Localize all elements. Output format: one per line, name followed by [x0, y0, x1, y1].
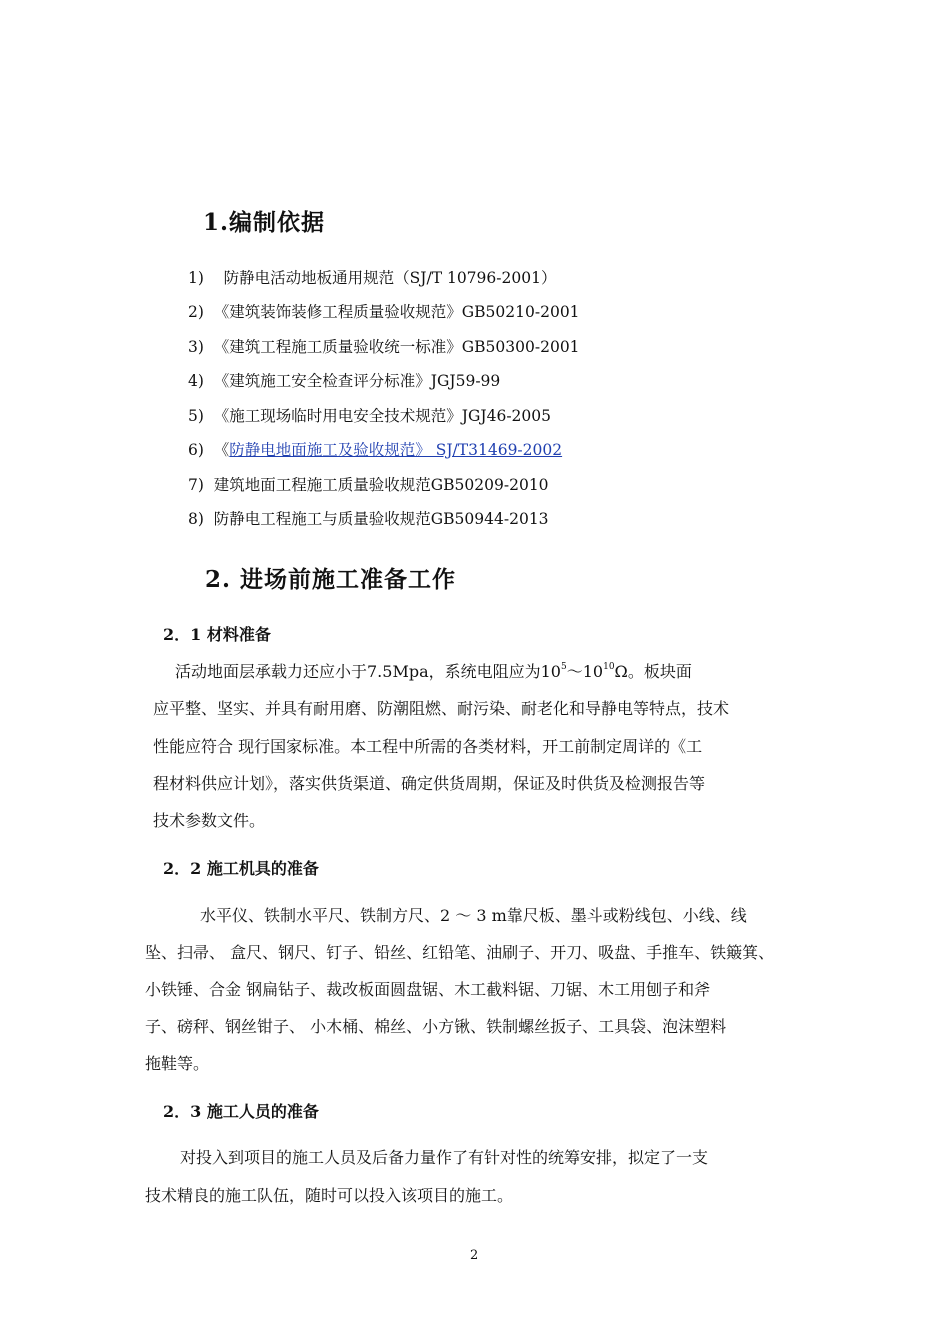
- paragraph-line: 对投入到项目的施工人员及后备力量作了有针对性的统筹安排，拟定了一支: [180, 1148, 709, 1167]
- list-item: [188, 335, 580, 357]
- list-item: [188, 369, 500, 391]
- list-text: 防静电工程施工与质量验收规范GB50944-2013: [213, 510, 549, 528]
- paragraph-line: 性能应符合 现行国家标准。本工程中所需的各类材料，开工前制定周详的《工: [153, 737, 703, 756]
- subsection-2-2-title: 2．2 施工机具的准备: [163, 859, 319, 878]
- list-number: 3): [188, 338, 204, 356]
- list-item: [188, 473, 549, 495]
- list-text: 建筑地面工程施工质量验收规范GB50209-2010: [213, 476, 549, 494]
- reference-link[interactable]: 防静电地面施工及验收规范》 SJ/T31469-2002: [229, 441, 563, 459]
- page-number: 2: [470, 1248, 479, 1263]
- section-2-title: 2. 进场前施工准备工作: [205, 566, 457, 593]
- paragraph-line: 水平仪、铁制水平尺、铁制方尺、2 ～ 3 m靠尺板、墨斗或粉线包、小线、线: [200, 906, 747, 925]
- list-text: 《建筑装饰装修工程质量验收规范》GB50210-2001: [213, 303, 580, 321]
- paragraph-line: 坠、扫帚、 盒尺、钢尺、钉子、铅丝、红铅笔、油刷子、开刀、吸盘、手推车、铁簸箕、: [145, 943, 775, 962]
- paragraph-line: 拖鞋等。: [145, 1054, 210, 1073]
- list-item: [188, 438, 562, 460]
- subsection-2-1-title: 2．1 材料准备: [163, 625, 271, 644]
- paragraph-line: 技术参数文件。: [153, 811, 266, 830]
- paragraph-line: 小铁锤、合金 钢扁钻子、裁改板面圆盘锯、木工截料锯、刀锯、木工用刨子和斧: [145, 980, 711, 999]
- paragraph-line: 技术精良的施工队伍，随时可以投入该项目的施工。: [145, 1186, 514, 1205]
- list-number: 4): [188, 372, 204, 390]
- paragraph-line: 应平整、坚实、并具有耐用磨、防潮阻燃、耐污染、耐老化和导静电等特点，技术: [153, 699, 730, 718]
- paragraph-line: 活动地面层承载力还应小于7.5Mpa，系统电阻应为$10^5\sim 10^{10}\Omega$。板块面: [175, 661, 692, 681]
- list-number: 6): [188, 441, 204, 459]
- list-text: 防静电活动地板通用规范（SJ/T 10796-2001）: [223, 269, 557, 287]
- section-1-title: 1.编制依据: [203, 209, 326, 236]
- list-item: [188, 266, 556, 288]
- list-number: 7): [188, 476, 204, 494]
- list-number: 8): [188, 510, 204, 528]
- list-text: 《施工现场临时用电安全技术规范》JGJ46-2005: [213, 407, 551, 425]
- subsection-2-3-title: 2．3 施工人员的准备: [163, 1102, 319, 1121]
- list-item: [188, 300, 580, 322]
- list-text: 《: [213, 441, 230, 459]
- list-number: 2): [188, 303, 204, 321]
- list-text: 《建筑工程施工质量验收统一标准》GB50300-2001: [213, 338, 580, 356]
- list-item: [188, 507, 549, 529]
- list-text: 《建筑施工安全检查评分标准》JGJ59-99: [213, 372, 501, 390]
- paragraph-line: 程材料供应计划》，落实供货渠道、确定供货周期，保证及时供货及检测报告等: [153, 774, 706, 793]
- list-number: 1): [188, 269, 204, 287]
- list-item: [188, 404, 551, 426]
- paragraph-line: 子、磅秤、钢丝钳子、 小木桶、棉丝、小方锹、铁制螺丝扳子、工具袋、泡沫塑料: [145, 1017, 727, 1036]
- list-number: 5): [188, 407, 204, 425]
